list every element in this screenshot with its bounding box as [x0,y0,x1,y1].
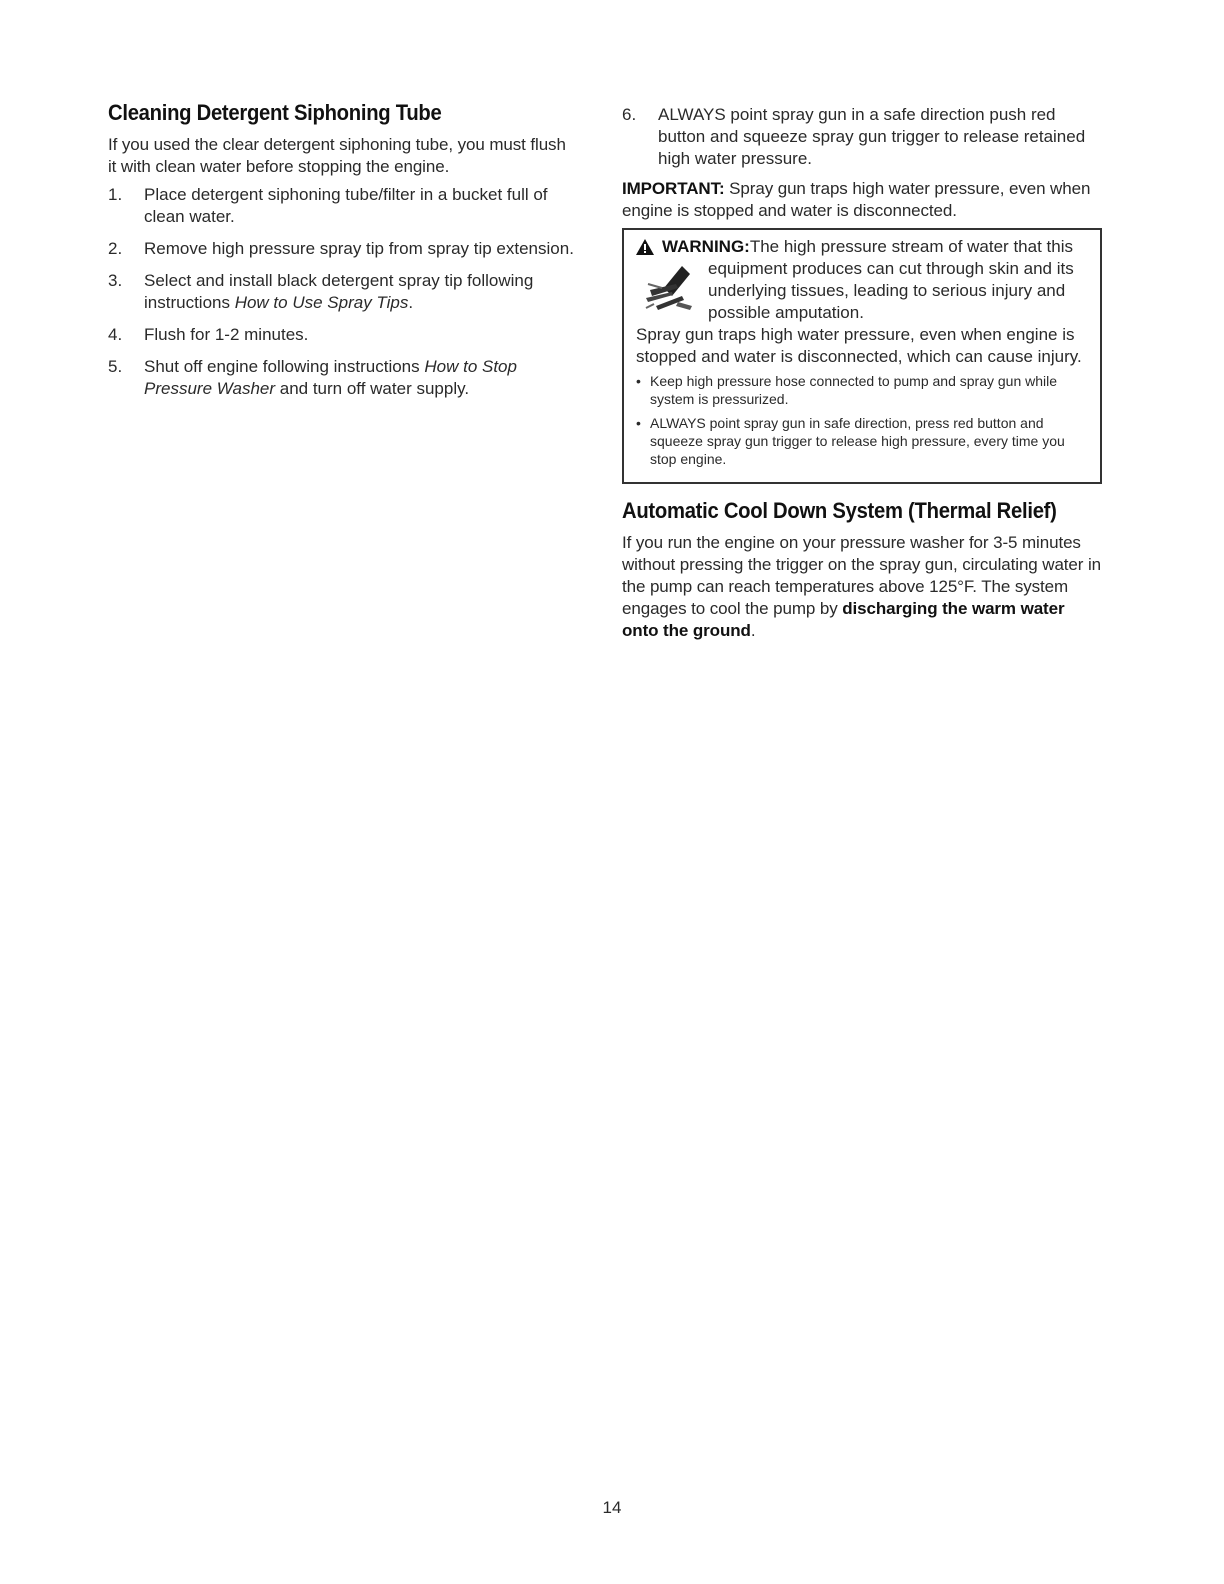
warning-box [622,228,1102,484]
warning-paragraph: Spray gun traps high water pressure, even when engine is stopped and water is disconnected, which can cause injury. [636,325,1082,366]
important-text: Spray gun traps high water pressure, even when engine is stopped and water is disconnected. [622,179,1091,220]
warning-bullet-1: • Keep high pressure hose connected to pump and spray gun while system is pressurized. [636,372,1088,408]
warning-triangle-icon [636,239,654,255]
page-number: 14 [602,1498,622,1517]
cool-down-text-end: . [750,621,756,640]
step-3 [108,270,578,314]
step-number: 4. [108,325,123,344]
right-column [622,104,1102,648]
section-heading-cleaning: Cleaning Detergent Siphoning Tube [108,100,442,125]
warning-header [636,236,1088,258]
cleaning-steps-list-continued [622,104,1102,170]
warning-text-line2: equipment produces can cut through skin and its underlying tissues, leading to serious injury and possible amputation. [708,259,1074,322]
step-text: Flush for 1-2 minutes. [144,325,309,344]
step-text: Remove high pressure spray tip from spray tip extension. [144,239,574,258]
cleaning-steps-list [108,184,578,400]
cool-down-bold-text: discharging the warm water onto the ground [622,599,1065,640]
warning-bullet-2: • ALWAYS point spray gun in safe direction, press red button and squeeze spray gun trigger to release high pressure, every time you stop engine. [636,414,1088,468]
step-5 [108,356,578,400]
warning-hazard-row [636,258,1088,324]
step-text: Shut off engine following instructions [144,357,425,376]
step-number: 2. [108,239,123,258]
step-4 [108,324,578,346]
warning-label: WARNING: [662,237,750,256]
step-6 [622,104,1102,170]
section-heading-cool-down: Automatic Cool Down System (Thermal Relief) [622,498,1057,523]
left-column [108,100,578,410]
step-number: 6. [622,105,637,124]
warning-text-line1: The high pressure stream of water that this [749,237,1073,256]
intro-paragraph: If you used the clear detergent siphoning tube, you must flush it with clean water before stopping the engine. [108,135,566,176]
important-note [622,178,1102,222]
cross-reference: How to Use Spray Tips [234,293,409,312]
step-text-end: . [408,293,414,312]
cross-reference: How to Stop Pressure Washer [144,357,517,398]
warning-bullets [636,372,1088,468]
step-2 [108,238,578,260]
cool-down-paragraph [622,532,1102,642]
step-text: Place detergent siphoning tube/filter in a bucket full of clean water. [144,185,548,226]
step-text: ALWAYS point spray gun in a safe direction push red button and squeeze spray gun trigger to release retained high water pressure. [658,105,1086,168]
step-text-end: and turn off water supply. [275,379,470,398]
high-pressure-spray-hazard-icon [642,262,698,316]
important-label: IMPORTANT: [622,179,725,198]
step-number: 5. [108,357,123,376]
step-1 [108,184,578,228]
step-number: 3. [108,271,123,290]
cool-down-text: If you run the engine on your pressure washer for 3-5 minutes without pressing the trigger on the spray gun, circulating water in the pump can reach temperatures above 125°F. The system engages to cool the pump by [622,533,1102,618]
step-text: Select and install black detergent spray tip following instructions [144,271,534,312]
step-number: 1. [108,185,123,204]
